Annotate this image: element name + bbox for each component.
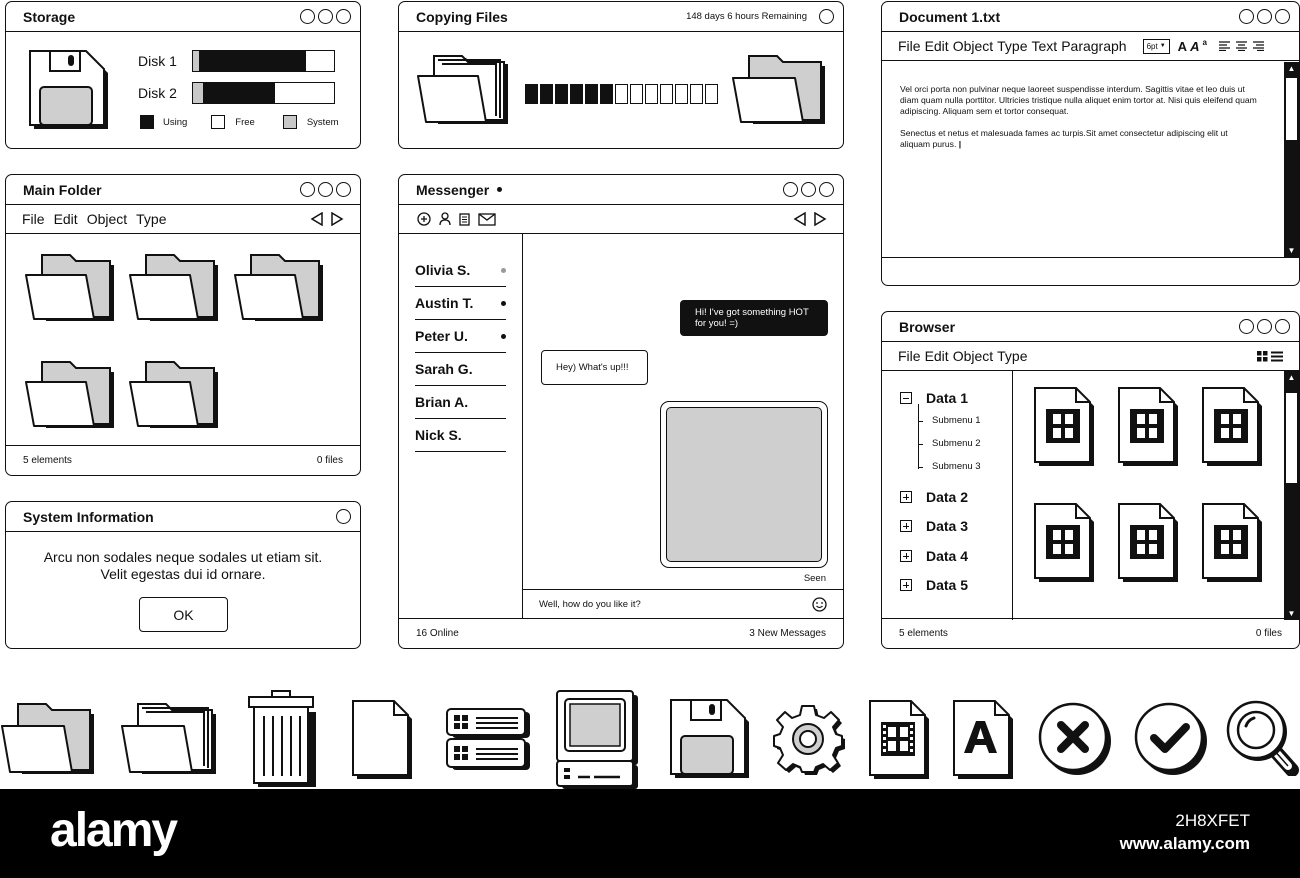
online-count: 16 Online [416,628,459,639]
menu-edit[interactable]: Edit [53,211,78,227]
check-icon [1134,702,1210,778]
document-icon[interactable] [459,213,470,226]
tree-node-label: Data 1 [926,390,969,406]
tree-connector [918,421,923,422]
window-title: Main Folder [23,181,102,198]
expand-icon[interactable] [900,520,912,532]
away-indicator [501,268,506,273]
mail-icon[interactable] [478,213,496,226]
progress-segment [555,84,568,104]
browser-menu-bar [882,342,1299,371]
progress-segment [675,84,688,104]
contact-item[interactable] [415,353,506,386]
legend-free-swatch [211,115,225,129]
messenger-window [398,174,844,649]
folder-full-icon [416,52,512,128]
submenu-item[interactable]: Submenu 3 [932,461,981,472]
folder-full-icon [120,702,218,776]
folder-icon[interactable] [24,360,116,430]
time-remaining: 148 days 6 hours Remaining [686,11,807,22]
grid-view-icon[interactable] [1257,351,1268,362]
window-button[interactable] [1275,9,1290,24]
video-file-icon[interactable] [1034,387,1096,467]
scroll-down-arrow[interactable]: ▼ [1287,609,1296,618]
tree-node-label: Data 3 [926,518,969,534]
tree-panel [882,371,1013,620]
menu-file[interactable]: File [898,38,921,54]
dialog-message [6,549,360,583]
progress-segment [660,84,673,104]
menu-object[interactable]: Object [86,211,128,227]
progress-segment [690,84,703,104]
progress-segment [615,84,628,104]
element-count: 5 elements [23,455,72,466]
tree-node-data-3[interactable] [900,518,968,534]
legend-free-label: Free [235,116,255,128]
message-input-text: Well, how do you like it? [539,599,641,610]
image-attachment[interactable] [660,401,828,568]
legend-using-swatch [140,115,154,129]
window-button[interactable] [1275,319,1290,334]
computer-icon [556,690,640,790]
tree-node-label: Data 5 [926,577,969,593]
scroll-thumb[interactable] [1286,393,1297,483]
window-button[interactable] [318,182,333,197]
document-window [881,1,1300,286]
window-button[interactable] [318,9,333,24]
folder-status-bar [6,445,360,475]
progress-segment [570,84,583,104]
menu-paragraph[interactable]: Paragraph [1061,38,1127,54]
dialog-line: Velit egestas dui id ornare. [100,566,266,582]
folder-icon [0,702,96,776]
watermark-logo: alamy [50,804,177,857]
menu-object[interactable]: Object [952,348,994,364]
window-title: System Information [23,508,154,525]
tree-connector [918,404,919,469]
superscript-button[interactable]: a [1202,38,1207,47]
floppy-disk-icon [669,698,751,780]
document-status-bar [882,257,1299,286]
watermark-url: www.alamy.com [1119,834,1250,853]
image-placeholder [666,407,822,562]
seen-status: Seen [803,573,826,584]
font-size-select[interactable] [1143,39,1170,54]
back-arrow-icon[interactable] [310,212,324,226]
dialog-line: Arcu non sodales neque sodales ut etiam sit. [43,549,323,565]
menu-type[interactable]: Type [997,38,1028,54]
gear-icon [773,703,845,775]
trash-icon [246,690,318,788]
disk-1-label: Disk 1 [138,53,177,69]
scroll-down-arrow[interactable]: ▼ [1287,246,1296,255]
legend-system-label: System [306,116,339,128]
progress-segment [585,84,598,104]
menu-edit[interactable]: Edit [924,38,949,54]
window-button[interactable] [1257,319,1272,334]
contact-item[interactable] [415,254,506,287]
expand-icon[interactable] [900,491,912,503]
online-indicator [497,187,502,192]
user-icon[interactable] [439,212,451,226]
folder-icon [731,54,827,128]
menu-text[interactable]: Text [1031,38,1058,54]
expand-icon[interactable] [900,550,912,562]
tree-node-label: Data 4 [926,548,969,564]
align-right-icon[interactable] [1253,41,1264,51]
title-bar [399,2,843,32]
messenger-toolbar [399,205,843,234]
contact-name: Olivia S. [415,262,471,278]
title-bar [399,175,843,205]
scroll-up-arrow[interactable]: ▲ [1287,64,1296,73]
progress-segment [630,84,643,104]
contact-item[interactable] [415,419,506,452]
window-button[interactable] [300,9,315,24]
font-file-icon [953,700,1015,780]
add-icon[interactable] [417,212,431,226]
window-button[interactable] [1239,9,1254,24]
incoming-message: Hey) What's up!!! [541,350,648,385]
chevron-down-icon: ▼ [1159,43,1166,49]
main-folder-window [5,174,361,476]
video-file-icon [869,700,931,780]
folder-icon[interactable] [128,360,220,430]
scroll-up-arrow[interactable]: ▲ [1287,373,1296,382]
submenu-item[interactable]: Submenu 2 [932,438,981,449]
window-title: Messenger [416,181,490,198]
menu-type[interactable]: Type [997,348,1028,364]
online-indicator [501,301,506,306]
emoji-icon[interactable] [812,597,827,612]
legend-using-label: Using [163,116,188,128]
folder-icon[interactable] [233,253,325,323]
video-file-icon[interactable] [1202,503,1264,583]
watermark-footer [0,789,1300,878]
window-button[interactable] [1257,9,1272,24]
document-icon [352,700,414,780]
storage-window [5,1,361,149]
tree-node-data-2[interactable] [900,489,968,505]
outgoing-message: Hi! I've got something HOT for you! =) [680,300,828,336]
file-grid [1034,387,1274,607]
ok-button[interactable]: OK [139,597,228,632]
contact-name: Nick S. [415,427,462,443]
disk-2-bar [192,82,335,104]
document-menu-bar [882,32,1299,61]
menu-type[interactable]: Type [136,211,167,227]
video-file-icon[interactable] [1118,387,1180,467]
document-text-area[interactable] [900,84,1260,150]
window-button[interactable] [336,509,351,524]
online-indicator [501,334,506,339]
storage-legend [140,115,339,129]
browser-status-bar [882,618,1299,648]
font-size-decrease-button[interactable]: A [1190,38,1200,54]
title-bar [882,2,1299,32]
tree-node-label: Data 2 [926,489,969,505]
message-input[interactable] [523,589,843,619]
window-title: Storage [23,8,76,25]
title-bar [882,312,1299,342]
window-button[interactable] [783,182,798,197]
floppy-disk-icon [28,49,110,131]
menu-file[interactable]: File [22,211,45,227]
window-button[interactable] [300,182,315,197]
progress-segment [645,84,658,104]
scroll-thumb[interactable] [1286,78,1297,140]
video-file-icon[interactable] [1034,503,1096,583]
server-icon [446,708,532,772]
back-arrow-icon[interactable] [793,212,807,226]
menu-object[interactable]: Object [952,38,994,54]
expand-icon[interactable] [900,579,912,591]
contact-item[interactable] [415,386,506,419]
window-button[interactable] [819,182,834,197]
window-button[interactable] [801,182,816,197]
browser-window [881,311,1300,649]
file-count: 0 files [1255,628,1282,639]
tree-node-data-4[interactable] [900,548,968,564]
disk-2-using [204,83,275,103]
menu-file[interactable]: File [898,348,921,364]
progress-segment [540,84,553,104]
forward-arrow-icon[interactable] [330,212,344,226]
contact-list [399,234,523,619]
text-cursor: | [956,139,962,149]
window-button[interactable] [1239,319,1254,334]
window-button[interactable] [819,9,834,24]
contact-name: Sarah G. [415,361,473,377]
list-view-icon[interactable] [1271,351,1283,362]
tree-connector [918,444,923,445]
title-bar [6,175,360,205]
disk-2-system [193,83,204,103]
copying-window [398,1,844,149]
file-count: 0 files [316,455,343,466]
align-center-icon[interactable] [1236,41,1247,51]
window-button[interactable] [336,9,351,24]
progress-segment [600,84,613,104]
messenger-status-bar [399,618,843,648]
contact-item[interactable] [415,287,506,320]
submenu-item[interactable]: Submenu 1 [932,415,981,426]
contact-name: Peter U. [415,328,468,344]
system-information-window [5,501,361,649]
browser-scrollbar[interactable] [1284,371,1299,620]
window-button[interactable] [336,182,351,197]
window-title: Copying Files [416,8,508,25]
document-paragraph: Vel orci porta non pulvinar neque laoreet suspendisse interdum. Sagittis vitae et leo duis ut diam quam nulla porttitor. Ultricies tristique nulla aliquet enim tortor at. Nisi quis eleifend quam adipiscing. Aliquam sem et tortor consequat. [900,84,1257,116]
contact-item[interactable] [415,320,506,353]
legend-system-swatch [283,115,297,129]
tree-node-data-5[interactable] [900,577,968,593]
font-size-increase-button[interactable]: A [1177,38,1188,54]
close-icon [1038,702,1114,778]
new-message-count: 3 New Messages [749,628,826,639]
copy-progress-bar [525,84,718,104]
window-title: Document 1.txt [899,8,1001,25]
font-size-value: 6pt [1146,41,1158,51]
document-paragraph: Senectus et netus et malesuada fames ac turpis.Sit amet consectetur adipiscing elit ut aliquam purus. | [900,128,1228,149]
contact-name: Austin T. [415,295,474,311]
progress-segment [525,84,538,104]
disk-2-label: Disk 2 [138,85,177,101]
search-icon [1226,700,1300,776]
document-scrollbar[interactable] [1284,62,1299,257]
folder-icon[interactable] [128,253,220,323]
align-left-icon[interactable] [1219,41,1230,51]
title-bar [6,502,360,532]
contact-name: Brian A. [415,394,469,410]
tree-node-data-1[interactable] [900,390,968,406]
video-file-icon[interactable] [1118,503,1180,583]
element-count: 5 elements [899,628,948,639]
folder-menu-bar [6,205,360,234]
disk-1-bar [192,50,335,72]
disk-1-system [193,51,200,71]
menu-edit[interactable]: Edit [924,348,949,364]
forward-arrow-icon[interactable] [813,212,827,226]
collapse-icon[interactable] [900,392,912,404]
tree-connector [918,467,923,468]
progress-segment [705,84,718,104]
window-title: Browser [899,318,956,335]
folder-icon[interactable] [24,253,116,323]
disk-1-using [200,51,306,71]
image-id: 2H8XFET [1175,811,1250,830]
video-file-icon[interactable] [1202,387,1264,467]
title-bar [6,2,360,32]
